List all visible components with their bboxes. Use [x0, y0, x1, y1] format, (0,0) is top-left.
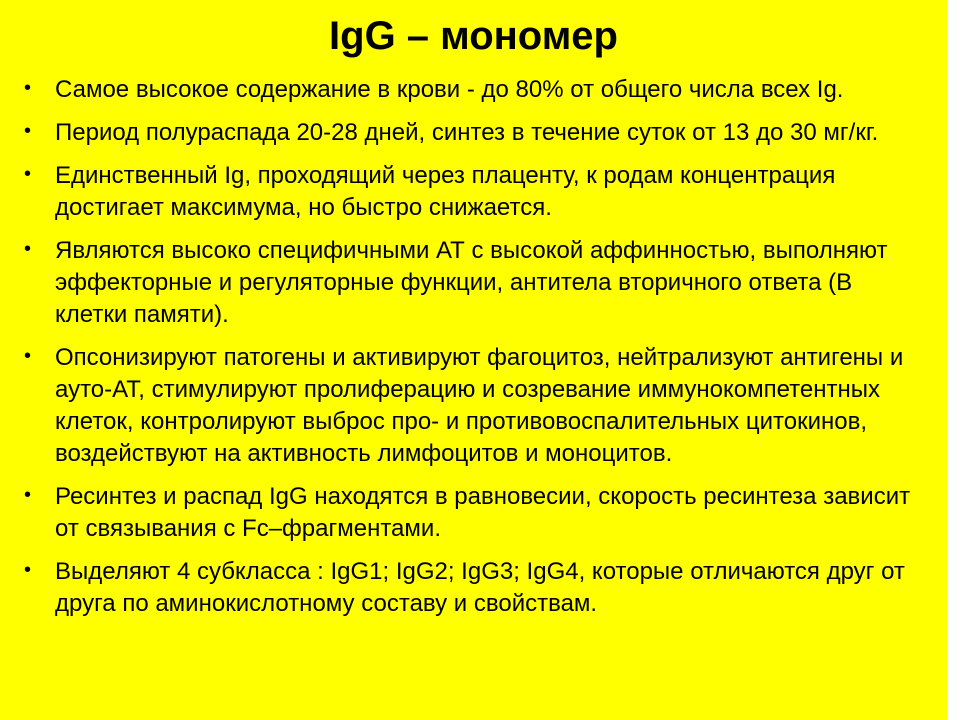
bullet-icon: • — [24, 120, 32, 142]
bullet-text: Выделяют 4 субкласса : IgG1; IgG2; IgG3; IgG4, которые отличаются друг от друга по аминокислотному составу и свойствам. — [55, 558, 905, 617]
bullet-icon: • — [24, 238, 32, 260]
bullet-list — [22, 74, 922, 631]
list-item — [22, 481, 922, 545]
list-item — [22, 342, 922, 470]
list-item — [22, 556, 922, 620]
slide-title: IgG – мономер — [329, 14, 618, 58]
bullet-text: Период полураспада 20-28 дней, синтез в течение суток от 13 до 30 мг/кг. — [55, 119, 879, 146]
bullet-icon: • — [24, 163, 32, 185]
bullet-icon: • — [24, 77, 32, 99]
bullet-text: Опсонизируют патогены и активируют фагоцитоз, нейтрализуют антигены и ауто-АТ, стимулируют пролиферацию и созревание иммунокомпетентных клеток, контролируют выброс про- и противовоспалительных цитокинов, воздействуют на активность лимфоцитов и моноцитов. — [55, 344, 904, 467]
bullet-text: Ресинтез и распад IgG находятся в равновесии, скорость ресинтеза зависит от связывания с Fc–фрагментами. — [55, 483, 911, 542]
bullet-icon: • — [24, 345, 32, 367]
bullet-text: Единственный Ig, проходящий через плаценту, к родам концентрация достигает максимума, но быстро снижается. — [55, 162, 836, 221]
bullet-text: Самое высокое содержание в крови - до 80% от общего числа всех Ig. — [55, 76, 844, 103]
list-item — [22, 117, 922, 149]
list-item — [22, 160, 922, 224]
bullet-icon: • — [24, 559, 32, 581]
bullet-text: Являются высоко специфичными АТ с высокой аффинностью, выполняют эффекторные и регуляторные функции, антитела вторичного ответа (В клетки памяти). — [55, 237, 888, 328]
bullet-icon: • — [24, 484, 32, 506]
list-item — [22, 235, 922, 331]
list-item — [22, 74, 922, 106]
